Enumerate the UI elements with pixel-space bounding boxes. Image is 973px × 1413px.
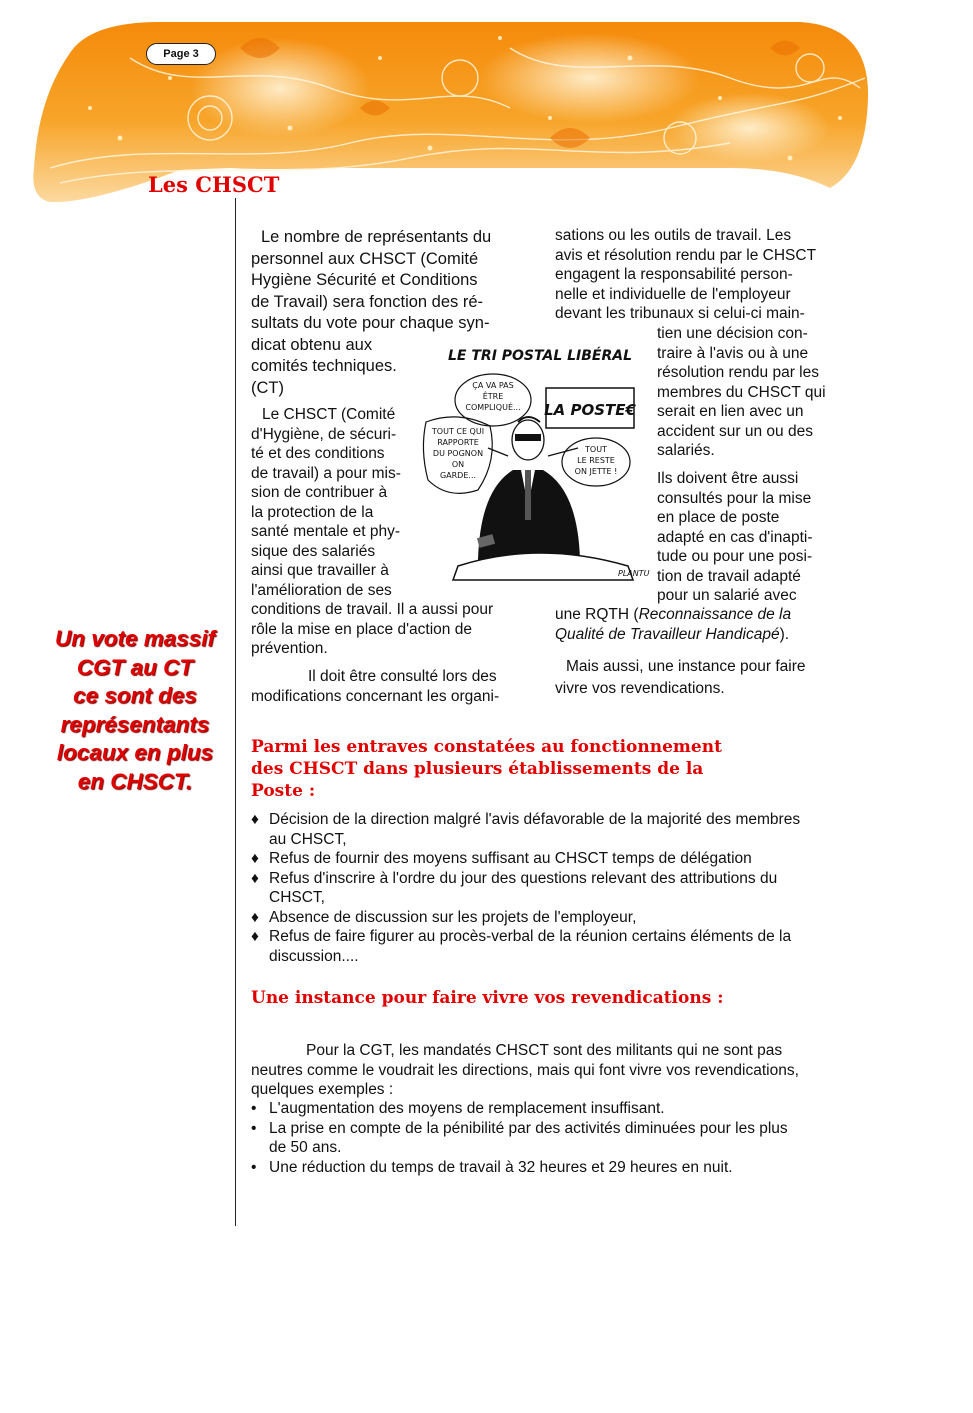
text-line: salariés.: [657, 442, 715, 459]
entraves-list: [251, 810, 833, 966]
round-bullet-icon: •: [251, 1158, 257, 1176]
list-item-text: au CHSCT,: [269, 830, 347, 848]
list-item: [251, 1158, 833, 1178]
list-item: [251, 1119, 833, 1158]
list-item: [251, 869, 833, 908]
text-line: dicat obtenu aux: [251, 335, 373, 354]
entraves-heading: [251, 736, 833, 802]
text-line: de travail) a pour mis-: [251, 464, 401, 482]
cartoon-text: TOUT: [585, 445, 607, 454]
text-line: sique des salariés: [251, 542, 376, 560]
cartoon-text: COMPLIQUÉ...: [465, 403, 521, 412]
text-line: personnel aux CHSCT (Comité: [251, 249, 479, 268]
cartoon-text: TOUT CE QUI: [431, 427, 485, 436]
text-line: modifications concernant les organi-: [251, 687, 500, 705]
text-line: membres du CHSCT qui: [657, 383, 826, 401]
text-line: ainsi que travailler à: [251, 562, 389, 579]
list-item-text: Refus de faire figurer au procès-verbal de la réunion certains éléments de la: [269, 928, 792, 945]
chsct-description: [251, 405, 411, 600]
cartoon-text: DU POGNON: [432, 449, 484, 458]
side-quote-line: en CHSCT.: [77, 768, 193, 794]
section-title: Les CHSCT: [148, 172, 280, 197]
page-number-badge: Page 3: [146, 43, 216, 65]
text-line: consultés pour la mise: [657, 489, 812, 507]
text-line: nelle et individuelle de l'employeur: [555, 285, 791, 303]
list-item: [251, 849, 833, 869]
list-item-text: La prise en compte de la pénibilité par des activités diminuées pour les plus: [269, 1119, 788, 1137]
text-line: de Travail) sera fonction des ré-: [251, 292, 484, 311]
list-item: [251, 908, 833, 928]
text-line: Ils doivent être aussi: [657, 470, 799, 487]
text-line: avis et résolution rendu par le CHSCT: [555, 246, 817, 264]
text-fragment: une RQTH (: [555, 606, 639, 623]
list-item-text: de 50 ans.: [269, 1139, 342, 1156]
text-line: résolution rendu par les: [657, 364, 819, 381]
cartoon-title: LE TRI POSTAL LIBÉRAL: [448, 348, 633, 364]
list-item-text: Absence de discussion sur les projets de l'employeur,: [269, 908, 637, 926]
list-item-text: L'augmentation des moyens de remplacement insuffisant.: [269, 1100, 665, 1117]
text-line: quelques exemples :: [251, 1081, 394, 1098]
text-line: Le CHSCT (Comité: [262, 406, 396, 423]
list-item-text: CHSCT,: [269, 889, 325, 906]
side-quote-line: CGT au CT: [76, 654, 194, 680]
cartoon-text: ÊTRE: [482, 392, 504, 401]
list-item: [251, 927, 833, 966]
mais-aussi-paragraph: [555, 656, 830, 700]
text-line: comités techniques.: [251, 357, 397, 375]
text-line: adapté en cas d'inapti-: [657, 528, 813, 546]
text-line: traire à l'avis ou à une: [657, 344, 809, 362]
text-line: tude ou pour une posi-: [657, 548, 813, 565]
cartoon-text: RAPPORTE: [437, 438, 479, 447]
cartoon-text: ÇA VA PAS: [472, 381, 514, 390]
sign-text: LA POSTE€: [544, 401, 636, 419]
heading-line: Parmi les entraves constatées au fonctionnement: [251, 737, 722, 757]
diamond-bullet-icon: ♦: [251, 908, 259, 926]
text-line: en place de poste: [657, 509, 780, 526]
text-fragment: ).: [779, 625, 790, 643]
col2-narrow-paragraph: [657, 324, 830, 461]
col2-consult-paragraph: [657, 469, 830, 606]
heading-line: Poste :: [251, 781, 316, 801]
text-line: té et des conditions: [251, 445, 385, 462]
text-line: conditions de travail. Il a aussi pour: [251, 601, 494, 618]
text-line: (CT): [251, 378, 284, 397]
text-line: tion de travail adapté: [657, 567, 801, 585]
heading-line: des CHSCT dans plusieurs établissements de la: [251, 759, 704, 779]
round-bullet-icon: •: [251, 1100, 257, 1117]
text-line: devant les tribunaux si celui-ci main-: [555, 305, 805, 322]
list-item: [251, 1099, 833, 1119]
text-line: santé mentale et phy-: [251, 523, 401, 540]
cartoon-text: GARDE...: [439, 471, 477, 480]
cartoon-text: ON JETTE !: [574, 467, 618, 476]
man-at-desk-figure: [453, 417, 633, 580]
exemples-list: [251, 1099, 833, 1177]
rqth-paragraph: [555, 605, 830, 644]
text-line: prévention.: [251, 640, 328, 657]
cgt-intro-paragraph: [251, 1041, 833, 1100]
list-item-text: Décision de la direction malgré l'avis défavorable de la majorité des membres: [269, 811, 801, 828]
text-line: sations ou les outils de travail. Les: [555, 227, 792, 244]
text-line: sultats du vote pour chaque syn-: [251, 314, 490, 332]
text-line: [555, 605, 830, 625]
text-line: Le nombre de représentants du: [261, 228, 492, 246]
text-line: rôle la mise en place d'action de: [251, 620, 472, 638]
text-line: Hygiène Sécurité et Conditions: [251, 271, 478, 289]
text-line: accident sur un ou des: [657, 422, 813, 440]
text-line: Mais aussi, une instance pour faire: [566, 658, 806, 675]
text-line: vivre vos revendications.: [555, 680, 725, 697]
text-line: serait en lien avec un: [657, 403, 804, 420]
round-bullet-icon: •: [251, 1119, 257, 1137]
text-line: engagent la responsabilité person-: [555, 266, 793, 283]
chsct-description-cont: [251, 600, 517, 659]
side-quote-line: locaux en plus: [56, 740, 214, 765]
diamond-bullet-icon: ♦: [251, 928, 259, 945]
italic-text: Qualité de Travailleur Handicapé: [555, 625, 780, 643]
text-line: pour un salarié avec: [657, 587, 797, 604]
text-line: l'amélioration de ses: [251, 581, 392, 599]
text-line: sion de contribuer à: [251, 484, 388, 501]
col2-paragraph: [555, 226, 830, 324]
instance-heading: Une instance pour faire vivre vos revendications :: [251, 988, 724, 1008]
side-quote-line: représentants: [60, 711, 210, 737]
text-line: neutres comme le voudrait les directions, mais qui font vivre vos revendications,: [251, 1061, 799, 1079]
cartoonist-signature: PLANTU: [618, 569, 650, 578]
text-line: la protection de la: [251, 503, 374, 521]
diamond-bullet-icon: ♦: [251, 869, 259, 887]
text-line: tien une décision con-: [657, 325, 808, 342]
side-quote-line: Un vote massif: [54, 626, 216, 651]
cartoon-text: LE RESTE: [577, 456, 615, 465]
side-quote: [30, 625, 240, 796]
text-line: [555, 625, 830, 645]
list-item-text: Refus de fournir des moyens suffisant au CHSCT temps de délégation: [269, 850, 752, 867]
list-item-text: Une réduction du temps de travail à 32 heures et 29 heures en nuit.: [269, 1158, 733, 1176]
text-line: Pour la CGT, les mandatés CHSCT sont des militants qui ne sont pas: [306, 1042, 783, 1059]
list-item-text: discussion....: [269, 947, 359, 965]
cartoon-illustration: [418, 330, 654, 586]
diamond-bullet-icon: ♦: [251, 811, 259, 828]
diamond-bullet-icon: ♦: [251, 850, 259, 867]
cartoon-text: ON: [451, 460, 465, 469]
text-line: Il doit être consulté lors des: [308, 668, 497, 685]
side-quote-line: ce sont des: [73, 683, 197, 708]
consult-paragraph: [251, 667, 517, 706]
italic-text: Reconnaissance de la: [638, 606, 792, 623]
list-item-text: Refus d'inscrire à l'ordre du jour des questions relevant des attributions du: [269, 869, 778, 887]
list-item: [251, 810, 833, 849]
text-line: d'Hygiène, de sécuri-: [251, 425, 397, 443]
